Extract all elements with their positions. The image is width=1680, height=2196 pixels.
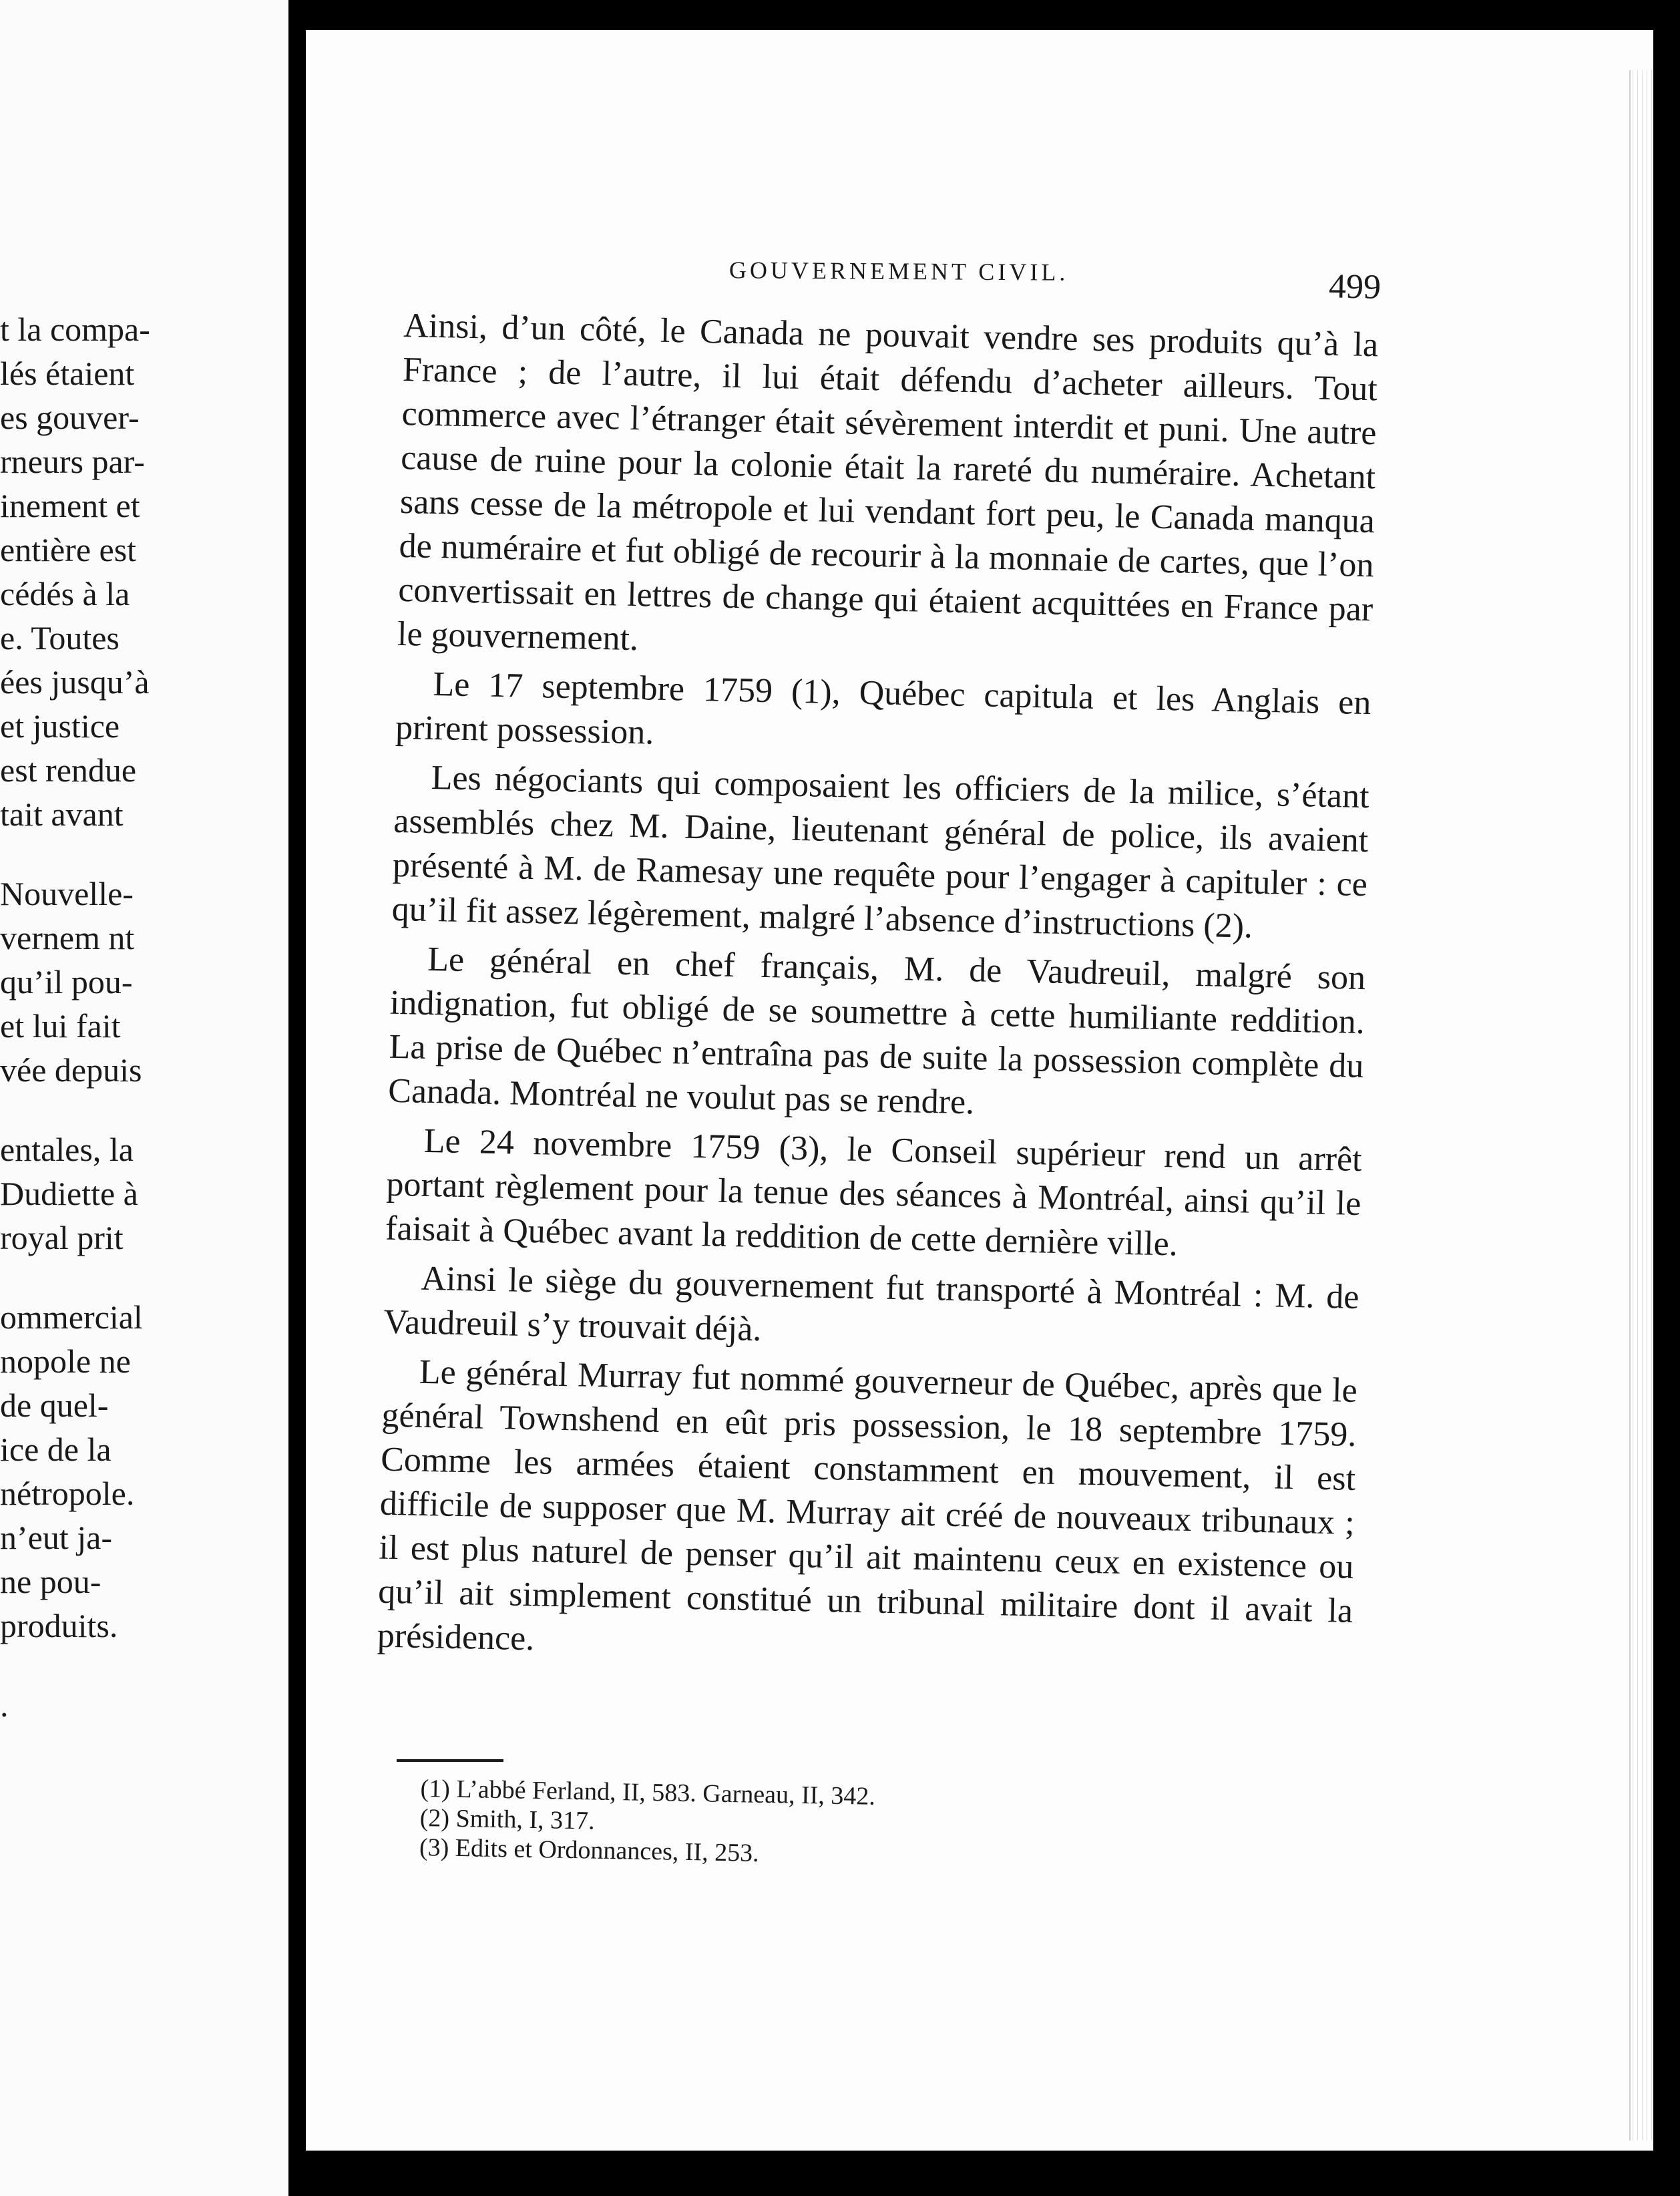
left-line: ne pou-: [0, 1563, 101, 1600]
left-page: [0, 0, 288, 2196]
left-line: de quel-: [0, 1387, 109, 1424]
left-line: rneurs par-: [0, 443, 145, 480]
left-line: Dudiette à: [0, 1175, 138, 1212]
paragraph: Le général en chef français, M. de Vaudreuil, malgré son indignation, fut obligé de se soumettre à cette humiliante reddition. La prise de Québec n’entraîna pas de suite la possession complète du Canada. Montréal ne voulut pas se rendre.: [387, 940, 1366, 1122]
left-line: inement et: [0, 487, 140, 524]
paragraph: Le 17 septembre 1759 (1), Québec capitula et les Anglais en prirent possession.: [395, 665, 1372, 752]
left-line: Nouvelle-: [0, 875, 134, 912]
left-line: entière est: [0, 531, 137, 568]
left-line: entales, la: [0, 1131, 134, 1168]
paragraph: Les négociants qui composaient les officiers de la milice, s’étant assemblés chez M. Daine, lieutenant général de police, ils avaient présenté à M. de Ramesay une requête pour l’engager à capituler : ce qu’il fit assez légèrement, malgré l’absence d’instructions (2).: [391, 758, 1370, 946]
paragraph: Ainsi le siège du gouvernement fut transporté à Montréal : M. de Vaudreuil s’y trouvait déjà.: [383, 1259, 1360, 1349]
left-line: .: [0, 1686, 9, 1724]
paragraph: Le 24 novembre 1759 (3), le Conseil supérieur rend un arrêt portant règlement pour la tenue des séances à Montréal, ainsi qu’il le faisait à Québec avant la reddition de cette dernière ville.: [385, 1121, 1363, 1264]
running-head: GOUVERNEMENT CIVIL.: [728, 256, 1069, 286]
left-line: tait avant: [0, 795, 124, 833]
left-line: ées jusqu’à: [0, 663, 150, 701]
left-line: produits.: [0, 1607, 118, 1644]
left-line: vée depuis: [0, 1051, 142, 1089]
footnote: (3) Edits et Ordonnances, II, 253.: [419, 1833, 760, 1867]
footnote-rule: [397, 1759, 503, 1762]
left-line: et justice: [0, 707, 120, 745]
left-line: ommercial: [0, 1298, 143, 1336]
left-line: cédés à la: [0, 575, 130, 612]
left-line: e. Toutes: [0, 619, 120, 657]
page-edge: [1629, 70, 1653, 2141]
footnotes: [419, 1774, 876, 1870]
left-line: est rendue: [0, 751, 137, 789]
left-line: et lui fait: [0, 1007, 121, 1045]
left-line: nétropole.: [0, 1475, 135, 1512]
left-line: ice de la: [0, 1431, 112, 1468]
body-text: [377, 304, 1378, 1678]
paragraph: Le général Murray fut nommé gouverneur de Québec, après que le général Townshend en eût pris possession, le 18 septembre 1759. Comme les armées étaient constamment en mouvement, il est difficile de supposer que M. Murray ait créé de nouveaux tribunaux ; il est plus naturel de penser qu’il ait maintenu ceux en existence ou qu’il ait simplement constitué un tribunal militaire dont il avait la présidence.: [377, 1352, 1358, 1658]
left-line: vernem nt: [0, 919, 135, 956]
left-line: es gouver-: [0, 399, 140, 436]
page-number: 499: [1328, 267, 1382, 307]
paragraph: Ainsi, d’un côté, le Canada ne pouvait vendre ses produits qu’à la France ; de l’autre, il lui était défendu d’acheter ailleurs. Tout commerce avec l’étranger était sévèrement interdit et puni. Une autre cause de ruine pour la colonie était la rareté du numéraire. Achetant sans cesse de la métropole et lui vendant fort peu, le Canada manqua de numéraire et fut obligé de recourir à la monnaie de cartes, que l’on convertissait en lettres de change qui étaient acquittées en France par le gouvernement.: [397, 306, 1379, 659]
left-page-text: [0, 307, 150, 1727]
left-line: n’eut ja-: [0, 1519, 112, 1556]
left-line: royal prit: [0, 1219, 124, 1256]
left-line: t la compa-: [0, 311, 150, 348]
book-gutter: [288, 0, 306, 2196]
left-line: qu’il pou-: [0, 963, 133, 1000]
left-line: nopole ne: [0, 1342, 131, 1380]
left-line: lés étaient: [0, 355, 135, 392]
footnote: (2) Smith, I, 317.: [419, 1803, 595, 1835]
footnote: (1) L’abbé Ferland, II, 583. Garneau, II, 342.: [420, 1774, 876, 1811]
